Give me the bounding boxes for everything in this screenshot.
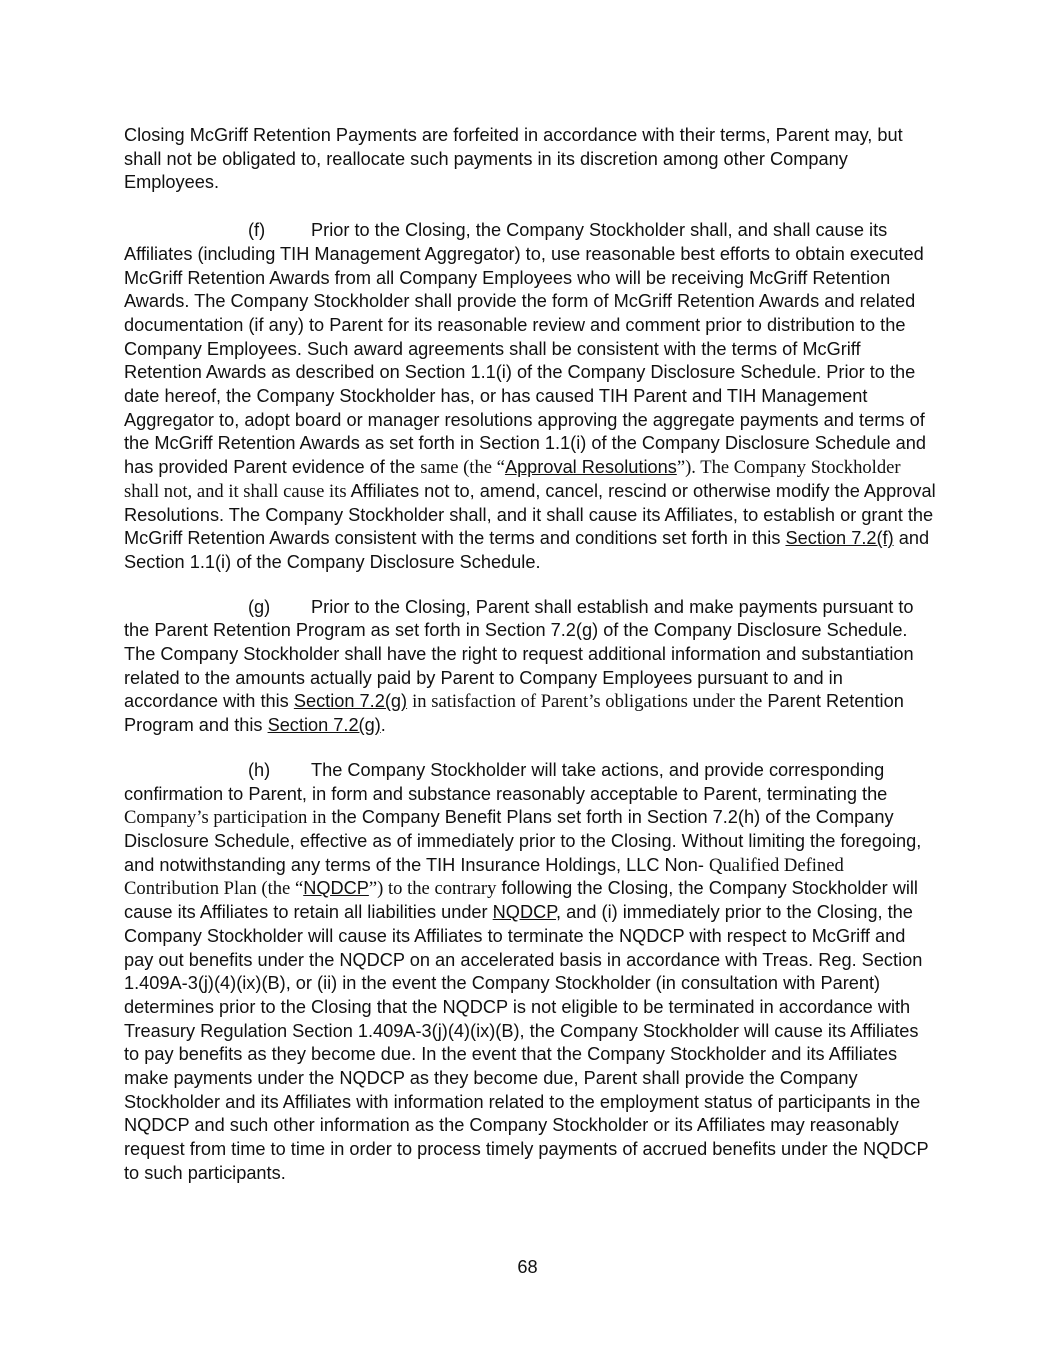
document-page (124, 124, 936, 1207)
paragraph-intro (124, 124, 936, 195)
defined-term-nqdcp: NQDCP (303, 878, 369, 899)
page-number: 68 (517, 1257, 538, 1277)
paragraph-f-text-2: same (the “ (420, 457, 505, 479)
paragraph-g (124, 596, 936, 738)
intro-text: Closing McGriff Retention Payments are forfeited in accordance with their terms, Parent may, but shall not be obligated to, reallocate such payments in its discretion among other Company Employees. (124, 125, 903, 193)
paragraph-h-text-3: the Company Benefit Plans set forth in Section 7.2(h) of the Company Disclosure Schedule, effective as of immediately prior to the Closing. Without limiting the foregoing, and notwithstanding any terms of the TIH Insurance Holdings, LLC Non- (124, 807, 922, 875)
paragraph-g-text-4: . (380, 715, 386, 736)
paragraph-h-text-7: , and (i) immediately prior to the Closing, the Company Stockholder will cause its Affiliates to terminate the NQDCP with respect to McGriff and pay out benefits under the NQDCP on an accelerated basis in accordance with Treas. Reg. Section 1.409A-3(j)(4)(ix)(B), or (ii) in the event the Company Stockholder (in consultation with Parent) determines prior to the Closing that the NQDCP is not eligible to be terminated in accordance with Treasury Regulation Section 1.409A-3(j)(4)(ix)(B), the Company Stockholder will cause its Affiliates to pay benefits as they become due. In the event that the Company Stockholder and its Affiliates make payments under the NQDCP as they become due, Parent shall provide the Company Stockholder and its Affiliates with information related to the employment status of participants in the NQDCP and such other information as the Company Stockholder or its Affiliates may reasonably request from time to time in order to process timely payments of accrued benefits under the NQDCP to such participants. (124, 902, 929, 1183)
paragraph-g-text-1: Prior to the Closing, Parent shall establish and make payments pursuant to the Parent Retention Program as set forth in Section 7.2(g) of the Company Disclosure Schedule. The Company Stockholder shall have the right to request additional information and substantiation related to the amounts actually paid by Parent to Company Employees pursuant to and in accordance with this (124, 596, 914, 712)
section-label-f: (f) (248, 220, 266, 241)
paragraph-f-text-5: and Section 1.1(i) of the Company Disclosure Schedule. (124, 528, 930, 572)
section-reference-7-2-f: Section 7.2(f) (785, 528, 894, 549)
paragraph-h-text-4: Qualified Defined Contribution Plan (the “ (124, 854, 844, 900)
paragraph-h-text-5: ”) to the contrary (368, 878, 497, 900)
paragraph-f-text-3: ”). The Company Stockholder shall not, and it shall cause its (124, 457, 901, 502)
paragraph-f-text-1: Prior to the Closing, the Company Stockholder shall, and shall cause its Affiliates (including TIH Management Aggregator) to, use reasonable best efforts to obtain executed McGriff Retention Awards from all Company Employees who will be receiving McGriff Retention Awards. The Company Stockholder shall provide the form of McGriff Retention Awards and related documentation (if any) to Parent for its reasonable review and comment prior to distribution to the Company Employees. Such award agreements shall be consistent with the terms of McGriff Retention Awards as described on Section 1.1(i) of the Company Disclosure Schedule. Prior to the date hereof, the Company Stockholder has, or has caused TIH Parent and TIH Management Aggregator to, adopt board or manager resolutions approving the aggregate payments and terms of the McGriff Retention Awards as set forth in Section 1.1(i) of the Company Disclosure Schedule and has provided Parent evidence of the (124, 220, 927, 478)
reference-nqdcp: NQDCP (492, 902, 557, 923)
paragraph-f-text-4: Affiliates not to, amend, cancel, rescind or otherwise modify the Approval Resolutions. The Company Stockholder shall, and it shall cause its Affiliates, to establish or grant the McGriff Retention Awards consistent with the terms and conditions set forth in this (124, 480, 936, 549)
paragraph-g-text-3: Parent Retention Program and this (124, 691, 904, 736)
paragraph-h-text-1: The Company Stockholder will take actions, and provide corresponding confirmation to Parent, in form and substance reasonably acceptable to Parent, terminating the (124, 759, 888, 804)
section-label-g: (g) (248, 596, 271, 617)
paragraph-h-text-6: following the Closing, the Company Stockholder will cause its Affiliates to retain all liabilities under (124, 878, 918, 923)
paragraph-g-text-2: in satisfaction of Parent’s obligations under the (412, 691, 763, 713)
section-reference-7-2-g: Section 7.2(g) (293, 691, 408, 712)
paragraph-f (124, 219, 936, 575)
paragraph-h (124, 759, 936, 1186)
section-reference-7-2-g-second: Section 7.2(g) (267, 715, 381, 736)
section-label-h: (h) (248, 759, 271, 780)
defined-term-approval-resolutions: Approval Resolutions (504, 457, 677, 478)
paragraph-h-text-2: Company’s participation in (124, 807, 327, 829)
